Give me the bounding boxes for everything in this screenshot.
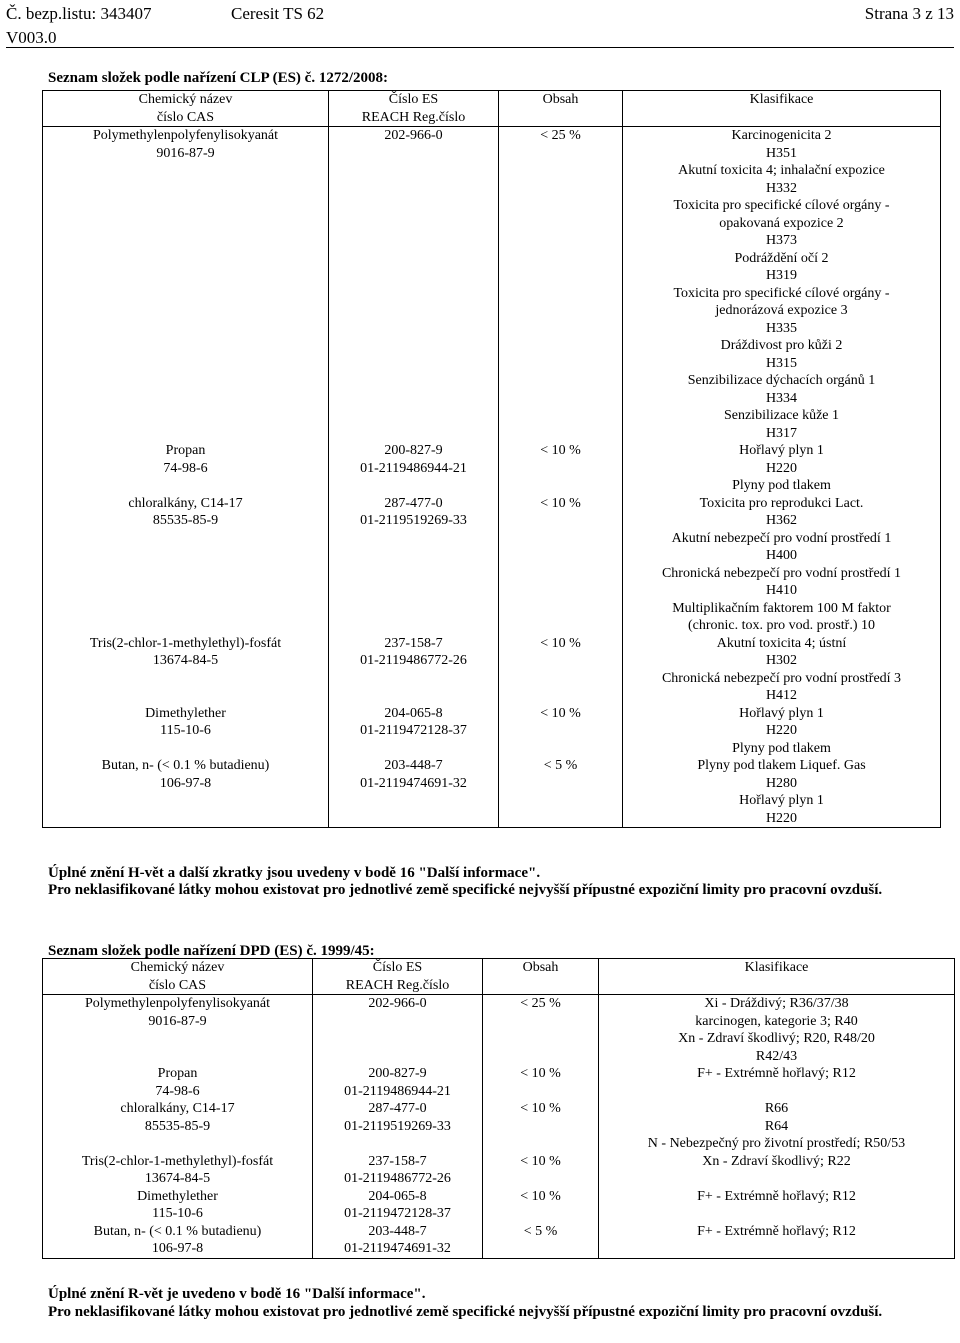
- header-label: REACH Reg.číslo: [361, 109, 466, 125]
- header-rule: [6, 47, 954, 48]
- cell-text: H332: [765, 180, 798, 196]
- header-classification: [623, 91, 941, 127]
- component-content: [499, 705, 622, 758]
- component-ec: [329, 495, 498, 635]
- header-label: Obsah: [542, 92, 579, 107]
- component-name: [43, 995, 312, 1065]
- cell-text: Plyny pod tlakem: [732, 478, 831, 493]
- cell-text: Senzibilizace kůže 1: [723, 408, 840, 423]
- header-label: Klasifikace: [749, 92, 814, 107]
- cell-text: Hořlavý plyn 1: [739, 705, 824, 721]
- component-classification: [599, 1065, 954, 1100]
- cell-text: 01-2119486944-21: [344, 1083, 451, 1099]
- component-content: [483, 1223, 598, 1258]
- cell-text: Xn - Zdraví škodlivý; R22: [702, 1153, 851, 1169]
- component-name: [43, 442, 328, 495]
- cell-text: 01-2119474691-32: [360, 775, 467, 791]
- cell-text: < 10 %: [540, 495, 581, 511]
- header-label: REACH Reg.číslo: [345, 977, 450, 993]
- dpd-note-1: Úplné znění R-vět je uvedeno v bodě 16 "Další informace".: [48, 1286, 426, 1302]
- header-label: Chemický název: [138, 92, 233, 107]
- cell-text: 01-2119486944-21: [360, 460, 467, 476]
- clp-components-table: [42, 90, 941, 828]
- component-content: [483, 1153, 598, 1188]
- cell-text: Butan, n- (< 0.1 % butadienu): [93, 1223, 262, 1239]
- cell-text: Dráždivost pro kůži 2: [720, 338, 843, 353]
- dpd-section-title: Seznam složek podle nařízení DPD (ES) č. 1999/45:: [48, 943, 375, 959]
- component-ec: [313, 1153, 482, 1188]
- cell-text: Xn - Zdraví škodlivý; R20, R48/20: [678, 1031, 875, 1046]
- column-name: [43, 127, 329, 828]
- cell-text: < 5 %: [523, 1223, 558, 1239]
- cell-text: Polymethylenpolyfenylisokyanát: [84, 996, 271, 1011]
- cell-text: 01-2119486772-26: [360, 653, 467, 668]
- component-classification: [599, 995, 954, 1065]
- sds-number: Č. bezp.listu: 343407: [6, 4, 152, 23]
- cell-text: 9016-87-9: [156, 145, 215, 161]
- cell-text: 202-966-0: [368, 996, 427, 1011]
- cell-text: H317: [765, 425, 798, 441]
- component-classification: [623, 705, 940, 758]
- cell-text: 01-2119474691-32: [344, 1241, 451, 1256]
- cell-text: H319: [765, 268, 798, 283]
- component-ec: [313, 995, 482, 1065]
- cell-text: chloralkány, C14-17: [128, 495, 243, 511]
- component-name: [43, 1188, 312, 1223]
- cell-text: 202-966-0: [384, 128, 443, 143]
- header-label: Číslo ES: [388, 92, 439, 107]
- cell-text: jednorázová expozice 3: [715, 303, 848, 318]
- cell-text: 200-827-9: [368, 1066, 427, 1081]
- column-classification: [623, 127, 941, 828]
- component-content: [483, 995, 598, 1065]
- cell-text: 204-065-8: [368, 1188, 427, 1204]
- clp-note-1: Úplné znění H-vět a další zkratky jsou uvedeny v bodě 16 "Další informace".: [48, 865, 541, 881]
- cell-text: 237-158-7: [384, 635, 443, 651]
- cell-text: Plyny pod tlakem Liquef. Gas: [697, 758, 866, 773]
- component-name: [43, 1153, 312, 1188]
- cell-text: < 10 %: [540, 635, 581, 651]
- cell-text: Polymethylenpolyfenylisokyanát: [92, 128, 279, 143]
- cell-text: 9016-87-9: [148, 1013, 207, 1029]
- version: V003.0: [6, 28, 57, 47]
- cell-text: Propan: [157, 1066, 198, 1081]
- cell-text: Tris(2-chlor-1-methylethyl)-fosfát: [81, 1153, 274, 1169]
- cell-text: Akutní nebezpečí pro vodní prostředí 1: [671, 530, 892, 546]
- cell-text: Propan: [165, 443, 206, 458]
- cell-text: < 10 %: [520, 1153, 561, 1169]
- column-classification: [599, 995, 955, 1259]
- cell-text: Dimethylether: [145, 705, 226, 721]
- cell-text: < 25 %: [540, 128, 581, 143]
- table-body-row: [43, 127, 941, 828]
- cell-text: 85535-85-9: [144, 1118, 211, 1134]
- header-name: [43, 959, 313, 995]
- component-classification: [599, 1100, 954, 1153]
- clp-note-2: Pro neklasifikované látky mohou existovat pro jednotlivé země specifické nejvyšší přípustné expoziční limity pro pracovní ovzduší.: [48, 882, 883, 898]
- cell-text: Dimethylether: [137, 1188, 218, 1204]
- cell-text: Xi - Dráždivý; R36/37/38: [704, 996, 849, 1011]
- header-name: [43, 91, 329, 127]
- component-name: [43, 635, 328, 705]
- cell-text: H351: [765, 145, 798, 161]
- clp-section-title: Seznam složek podle nařízení CLP (ES) č. 1272/2008:: [48, 70, 388, 86]
- component-ec: [329, 705, 498, 758]
- header-label: číslo CAS: [148, 977, 207, 993]
- table-header-row: [43, 91, 941, 127]
- header-label: Obsah: [522, 960, 559, 975]
- cell-text: 204-065-8: [384, 705, 443, 721]
- dpd-components-table: [42, 958, 955, 1259]
- cell-text: Tris(2-chlor-1-methylethyl)-fosfát: [89, 635, 282, 651]
- cell-text: F+ - Extrémně hořlavý; R12: [697, 1188, 856, 1204]
- cell-text: Hořlavý plyn 1: [739, 443, 824, 458]
- cell-text: H315: [765, 355, 798, 371]
- component-name: [43, 705, 328, 758]
- cell-text: H334: [765, 390, 798, 406]
- cell-text: Chronická nebezpečí pro vodní prostředí 1: [661, 565, 902, 581]
- cell-text: chloralkány, C14-17: [120, 1101, 235, 1116]
- component-classification: [599, 1188, 954, 1223]
- cell-text: (chronic. tox. pro vod. prostř.) 10: [687, 618, 876, 633]
- cell-text: Toxicita pro reprodukci Lact.: [699, 495, 864, 511]
- cell-text: R64: [764, 1118, 789, 1134]
- component-name: [43, 1100, 312, 1153]
- component-ec: [313, 1065, 482, 1100]
- cell-text: 203-448-7: [368, 1223, 427, 1239]
- component-content: [499, 442, 622, 495]
- header-ec: [313, 959, 483, 995]
- column-content: [483, 995, 599, 1259]
- column-ec: [313, 995, 483, 1259]
- component-ec: [313, 1100, 482, 1153]
- component-name: [43, 127, 328, 442]
- cell-text: H302: [765, 653, 798, 668]
- cell-text: Multiplikačním faktorem 100 M faktor: [672, 600, 891, 616]
- cell-text: Akutní toxicita 4; ústní: [716, 635, 847, 651]
- cell-text: Akutní toxicita 4; inhalační expozice: [678, 163, 885, 178]
- cell-text: H335: [765, 320, 798, 336]
- cell-text: karcinogen, kategorie 3; R40: [695, 1013, 858, 1029]
- table-header-row: [43, 959, 955, 995]
- header-content: [499, 91, 623, 127]
- cell-text: Chronická nebezpečí pro vodní prostředí 3: [661, 670, 902, 686]
- cell-text: 01-2119472128-37: [344, 1206, 451, 1221]
- cell-text: < 10 %: [540, 443, 581, 458]
- component-ec: [329, 127, 498, 442]
- header-ec: [329, 91, 499, 127]
- component-classification: [623, 442, 940, 495]
- cell-text: Karcinogenicita 2: [731, 128, 832, 143]
- cell-text: Plyny pod tlakem: [732, 740, 831, 756]
- cell-text: H373: [765, 233, 798, 248]
- cell-text: F+ - Extrémně hořlavý; R12: [697, 1066, 856, 1081]
- cell-text: H280: [765, 775, 798, 791]
- column-ec: [329, 127, 499, 828]
- component-ec: [329, 635, 498, 705]
- component-name: [43, 495, 328, 635]
- cell-text: 85535-85-9: [152, 513, 219, 528]
- product-name: Ceresit TS 62: [231, 4, 325, 23]
- cell-text: H400: [765, 548, 798, 563]
- cell-text: 200-827-9: [384, 443, 443, 458]
- cell-text: F+ - Extrémně hořlavý; R12: [697, 1223, 856, 1239]
- component-classification: [623, 635, 940, 705]
- component-classification: [623, 757, 940, 827]
- cell-text: 01-2119472128-37: [360, 723, 467, 738]
- column-name: [43, 995, 313, 1259]
- component-name: [43, 1223, 312, 1258]
- component-content: [499, 127, 622, 442]
- cell-text: 106-97-8: [151, 1241, 204, 1256]
- component-classification: [623, 495, 940, 635]
- table-body-row: [43, 995, 955, 1259]
- header-classification: [599, 959, 955, 995]
- cell-text: Senzibilizace dýchacích orgánů 1: [687, 373, 876, 388]
- header-label: Číslo ES: [372, 960, 423, 975]
- cell-text: H220: [765, 810, 798, 826]
- component-name: [43, 757, 328, 827]
- cell-text: < 10 %: [520, 1066, 561, 1081]
- cell-text: < 5 %: [543, 758, 578, 773]
- cell-text: 13674-84-5: [152, 653, 219, 668]
- cell-text: Toxicita pro specifické cílové orgány -: [673, 198, 890, 213]
- component-content: [499, 635, 622, 705]
- component-name: [43, 1065, 312, 1100]
- component-ec: [329, 757, 498, 827]
- component-ec: [329, 442, 498, 495]
- cell-text: 237-158-7: [368, 1153, 427, 1169]
- cell-text: 287-477-0: [384, 495, 443, 511]
- cell-text: 13674-84-5: [144, 1171, 211, 1186]
- cell-text: R66: [764, 1101, 789, 1116]
- header-label: Klasifikace: [744, 960, 809, 975]
- cell-text: < 25 %: [520, 996, 561, 1011]
- cell-text: < 10 %: [540, 705, 581, 721]
- header-label: Chemický název: [130, 960, 225, 975]
- cell-text: 01-2119519269-33: [344, 1118, 451, 1134]
- component-classification: [623, 127, 940, 442]
- column-content: [499, 127, 623, 828]
- cell-text: 106-97-8: [159, 775, 212, 791]
- component-content: [483, 1065, 598, 1100]
- cell-text: H220: [765, 460, 798, 476]
- page-number: Strana 3 z 13: [864, 4, 954, 23]
- cell-text: H412: [765, 688, 798, 703]
- cell-text: 01-2119486772-26: [344, 1171, 451, 1186]
- component-content: [499, 757, 622, 827]
- cell-text: H410: [765, 583, 798, 598]
- cell-text: 01-2119519269-33: [360, 513, 467, 528]
- cell-text: Podráždění očí 2: [734, 250, 829, 266]
- cell-text: Hořlavý plyn 1: [739, 793, 824, 808]
- cell-text: 287-477-0: [368, 1101, 427, 1116]
- cell-text: H220: [765, 723, 798, 738]
- header-label: číslo CAS: [156, 109, 215, 125]
- cell-text: Butan, n- (< 0.1 % butadienu): [101, 758, 270, 773]
- cell-text: 203-448-7: [384, 758, 443, 773]
- cell-text: R42/43: [755, 1048, 798, 1064]
- component-ec: [313, 1223, 482, 1258]
- cell-text: < 10 %: [520, 1101, 561, 1116]
- cell-text: 74-98-6: [155, 1083, 200, 1099]
- cell-text: 115-10-6: [152, 1206, 203, 1221]
- component-classification: [599, 1223, 954, 1258]
- cell-text: 115-10-6: [160, 723, 211, 738]
- cell-text: 74-98-6: [163, 460, 208, 476]
- component-classification: [599, 1153, 954, 1188]
- component-content: [483, 1100, 598, 1153]
- component-content: [499, 495, 622, 635]
- cell-text: H362: [765, 513, 798, 528]
- cell-text: < 10 %: [520, 1188, 561, 1204]
- cell-text: opakovaná expozice 2: [719, 215, 844, 231]
- cell-text: Toxicita pro specifické cílové orgány -: [673, 285, 890, 301]
- component-ec: [313, 1188, 482, 1223]
- component-content: [483, 1188, 598, 1223]
- header-content: [483, 959, 599, 995]
- cell-text: N - Nebezpečný pro životní prostředí; R50/53: [647, 1136, 906, 1151]
- dpd-note-2: Pro neklasifikované látky mohou existovat pro jednotlivé země specifické nejvyšší přípustné expoziční limity pro pracovní ovzduší.: [48, 1304, 883, 1320]
